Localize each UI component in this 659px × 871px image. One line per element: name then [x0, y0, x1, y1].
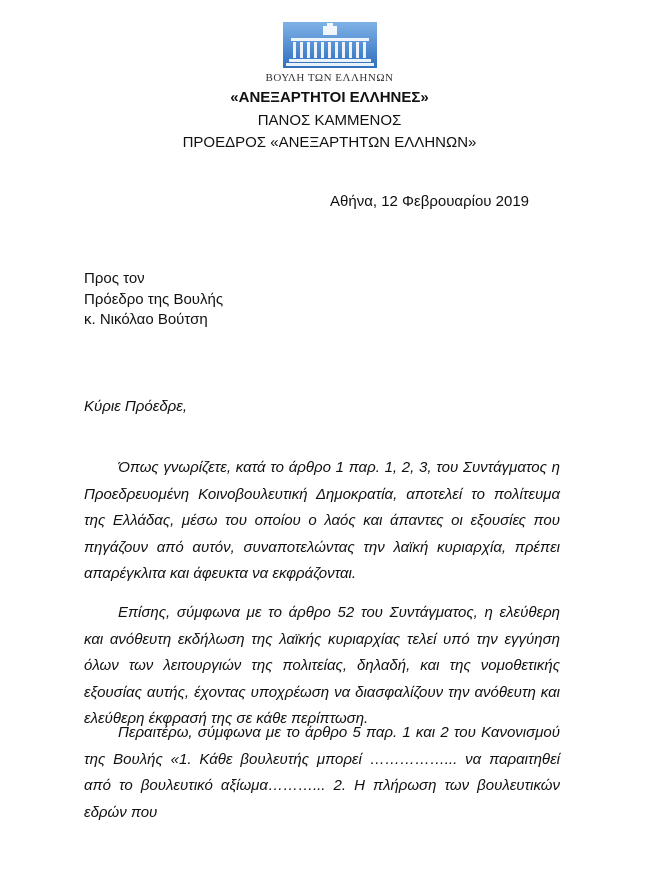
paragraph-1: Όπως γνωρίζετε, κατά το άρθρο 1 παρ. 1, 2, 3, του Συντάγματος η Προεδρευομένη Κοινοβουλευτική Δημοκρατία, αποτελεί το πολίτευμα της Ελλάδας, μέσω του οποίου ο λαός και άπαντες οι εξουσίες που πηγάζουν από αυτόν, συναποτελώντας την λαϊκή κυριαρχία, πρέπει απαρέγκλιτα και άφευκτα να εκφράζονται. [84, 459, 560, 582]
paragraph-2: Επίσης, σύμφωνα με το άρθρο 52 του Συντάγματος, η ελεύθερη και ανόθευτη εκδήλωση της λαϊκής κυριαρχίας τελεί υπό την εγγύηση όλων των λειτουργιών της πολιτείας, δηλαδή, και της νομοθετικής εξουσίας αυτής, έχοντας υποχρέωση να διασφαλίζουν την ανόθευτη και ελεύθερη έκφρασή της σε κάθε περίπτωση. [84, 604, 560, 727]
paragraph-3: Περαιτέρω, σύμφωνα με το άρθρο 5 παρ. 1 και 2 του Κανονισμού της Βουλής «1. Κάθε βουλευτής μπορεί ……………... να παραιτηθεί από το βουλευτικό αξίωμα………... 2. Η πλήρωση των βουλευτικών εδρών που [84, 724, 560, 821]
letter-date: Αθήνα, 12 Φεβρουαρίου 2019 [330, 193, 530, 210]
logo-caption: ΒΟΥΛΗ ΤΩΝ ΕΛΛΗΝΩΝ [265, 72, 394, 84]
party-name: «ΑΝΕΞΑΡΤΗΤΟΙ ΕΛΛΗΝΕΣ» [230, 89, 429, 106]
recipient-line-3: κ. Νικόλαο Βούτση [84, 311, 208, 328]
parliament-building-icon [283, 22, 377, 68]
leader-role: ΠΡΟΕΔΡΟΣ «ΑΝΕΞΑΡΤΗΤΩΝ ΕΛΛΗΝΩΝ» [182, 134, 477, 151]
salutation: Κύριε Πρόεδρε, [84, 398, 188, 415]
recipient-line-2: Πρόεδρο της Βουλής [84, 291, 224, 308]
recipient-line-1: Προς τον [84, 270, 145, 287]
leader-name: ΠΑΝΟΣ ΚΑΜΜΕΝΟΣ [257, 112, 402, 129]
